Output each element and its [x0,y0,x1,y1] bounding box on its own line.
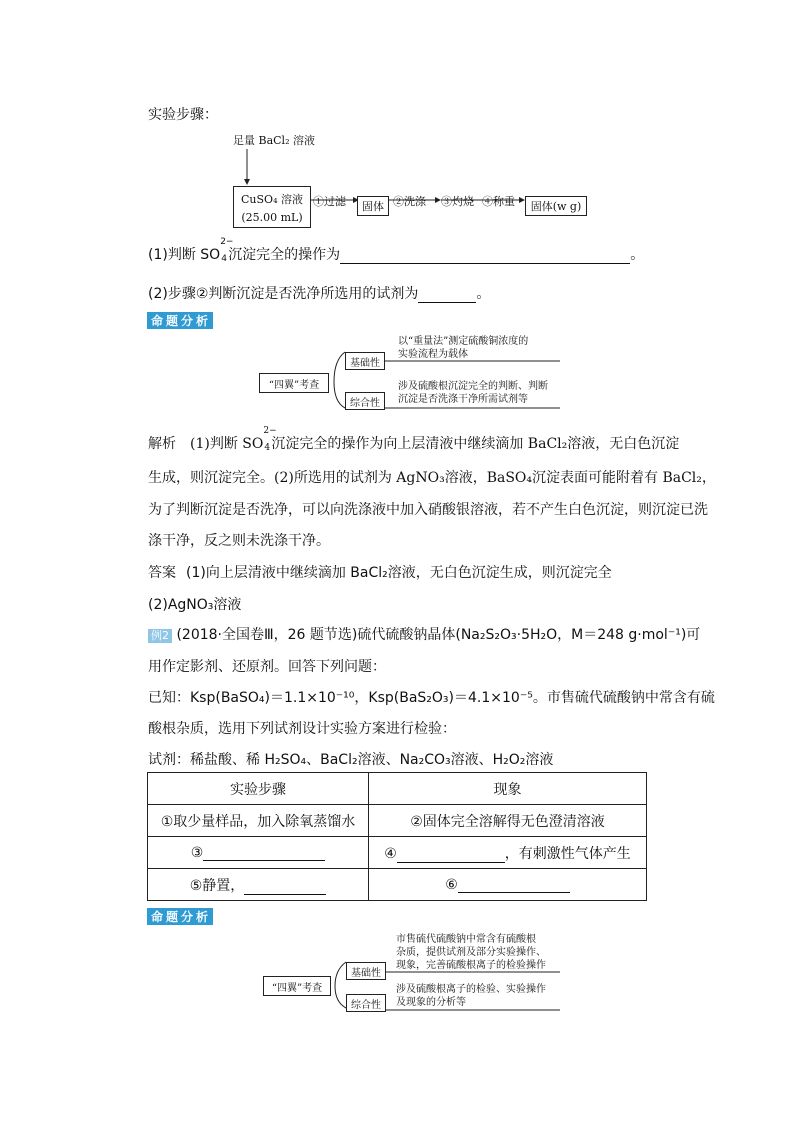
steps-title: 实验步骤： [148,107,218,123]
row3-phenom-blank[interactable] [458,878,570,893]
analysis-2-root: “四翼”考查 [263,976,331,996]
example-2-line-2: 用作定影剂、还原剂。回答下列问题： [148,659,386,675]
q1-ion-sub: 4 [221,254,227,264]
solution-line-1 [148,426,680,453]
tag2-char-2: 题 [166,910,180,924]
tag2-char-4: 析 [196,910,210,924]
analysis-tag-1 [147,312,213,329]
solution-line-2: 生成，则沉淀完全。(2)所选用的试剂为 AgNO₃溶液，BaSO₄沉淀表面可能附着有 BaCl₂， [148,470,716,486]
solution-ion-sub: 4 [264,443,271,453]
flow-step-weigh: ④称重 [482,195,515,208]
analysis-1-basic-line-1: 以“重量法”测定硫酸铜浓度的 [398,336,529,347]
analysis-1-comp-text [398,380,548,406]
solution-label: 解析 [148,436,176,452]
table-header-phenomena: 现象 [369,773,647,805]
tag2-char-3: 分 [181,910,195,924]
table-header-steps: 实验步骤 [148,773,369,805]
analysis-1-comp-label: 综合性 [345,392,385,410]
solution-p1-a: (1)判断 SO [190,436,264,452]
q1-end: 。 [630,247,645,263]
question-1 [148,237,645,264]
flow-box-solid-final: 固体(w g) [525,196,587,216]
solution-line-3: 为了判断沉淀是否洗净，可以向洗涤液中加入硝酸银溶液，若不产生白色沉淀，则沉淀已洗 [148,502,708,518]
q1-suffix: 沉淀完全的操作为 [228,247,341,263]
table-header-row [148,773,647,805]
analysis-1-basic-text [398,335,528,361]
table-cell: ②固体完全溶解得无色澄清溶液 [369,805,647,837]
analysis-1-comp-line-1: 涉及硫酸根沉淀完全的判断、判断 [398,381,548,392]
analysis-2-basic-text [396,933,546,972]
q2-answer-blank[interactable] [418,288,476,303]
tag1-char-1: 命 [151,314,165,328]
row2-phenom-suffix: ，有刺激性气体产生 [504,845,631,862]
table-cell: ①取少量样品，加入除氧蒸馏水 [148,805,369,837]
q1-prefix: (1)判断 SO [148,247,221,263]
tag1-char-2: 题 [166,314,180,328]
row2-phenom-num: ④ [384,845,397,862]
row3-step-text: ⑤静置， [189,877,245,894]
row2-phenom-blank[interactable] [397,848,505,863]
flow-box-cuso4 [233,186,311,228]
q2-text: (2)步骤②判断沉淀是否洗净所选用的试剂为 [148,286,419,302]
row2-step-blank[interactable] [203,846,325,861]
analysis-1-basic-line-2: 实验流程为载体 [398,349,468,360]
row2-step-num: ③ [190,844,204,861]
analysis-2-comp-line-2: 及现象的分析等 [396,997,466,1008]
flow-box-cuso4-line1: CuSO₄ 溶液 [241,192,303,206]
analysis-tag-2 [147,908,213,925]
flow-box-cuso4-line2: (25.00 mL) [241,210,303,224]
q2-end: 。 [476,286,491,302]
table-cell [148,837,369,869]
flow-box-solid1: 固体 [357,196,389,216]
analysis-2-basic-label: 基础性 [346,962,386,980]
solution-line-4: 涤干净，反之则未洗涤干净。 [148,533,330,549]
example-2-text-1: (2018·全国卷Ⅲ，26 题节选)硫代硫酸钠晶体(Na₂S₂O₃·5H₂O，M＝248 g·mol⁻¹)可 [176,627,701,643]
example-2-line-1 [148,624,700,644]
table-row [148,837,647,869]
analysis-1-lines [0,330,794,410]
example-2-badge: 例2 [148,629,172,643]
analysis-2-basic-line-2: 杂质，提供试剂及部分实验操作、 [396,947,546,958]
experiment-table [147,772,647,901]
analysis-1-basic-label: 基础性 [345,352,385,370]
flow-step-burn: ③灼烧 [441,195,474,208]
tag2-char-1: 命 [151,910,165,924]
solution-ion-sup: 2− [263,426,277,436]
analysis-2-basic-line-3: 现象，完善硫酸根离子的检验操作 [396,960,546,971]
analysis-2-basic-line-1: 市售硫代硫酸钠中常含有硫酸根 [396,934,536,945]
example-2-line-4: 酸根杂质，选用下列试剂设计实验方案进行检验： [148,721,456,737]
tag1-char-3: 分 [181,314,195,328]
table-cell [369,837,647,869]
table-row [148,805,647,837]
flow-step-filter: ①过滤 [313,195,346,208]
table-cell [148,869,369,901]
analysis-1-root: “四翼”考查 [259,373,329,393]
analysis-2-comp-line-1: 涉及硫酸根离子的检验、实验操作 [396,984,546,995]
example-2-line-3: 已知：Ksp(BaSO₄)＝1.1×10⁻¹⁰，Ksp(BaS₂O₃)＝4.1×10⁻⁵。市售硫代硫酸钠中常含有硫 [148,690,715,706]
table-row [148,869,647,901]
analysis-2-comp-label: 综合性 [346,994,386,1012]
analysis-2-comp-text [396,983,546,1009]
example-2-reagents: 试剂：稀盐酸、稀 H₂SO₄、BaCl₂溶液、Na₂CO₃溶液、H₂O₂溶液 [148,752,554,768]
question-2 [148,283,490,303]
answer-line-1 [148,562,612,582]
analysis-1-comp-line-2: 沉淀是否洗涤干净所需试剂等 [398,394,528,405]
answer-1: (1)向上层清液中继续滴加 BaCl₂溶液，无白色沉淀生成，则沉淀完全 [186,565,612,581]
q1-ion-sup: 2− [220,237,234,247]
tag1-char-4: 析 [196,314,210,328]
table-cell [369,869,647,901]
answer-line-2: (2)AgNO₃溶液 [148,597,242,613]
flow-reagent: 足量 BaCl₂ 溶液 [233,134,315,147]
answer-label: 答案 [148,565,176,581]
flow-step-wash: ②洗涤 [393,195,426,208]
solution-p1-b: 沉淀完全的操作为向上层清液中继续滴加 BaCl₂溶液，无白色沉淀 [271,436,680,452]
row3-phenom-num: ⑥ [445,876,458,893]
row3-step-blank[interactable] [244,880,326,895]
q1-answer-blank[interactable] [340,249,630,264]
